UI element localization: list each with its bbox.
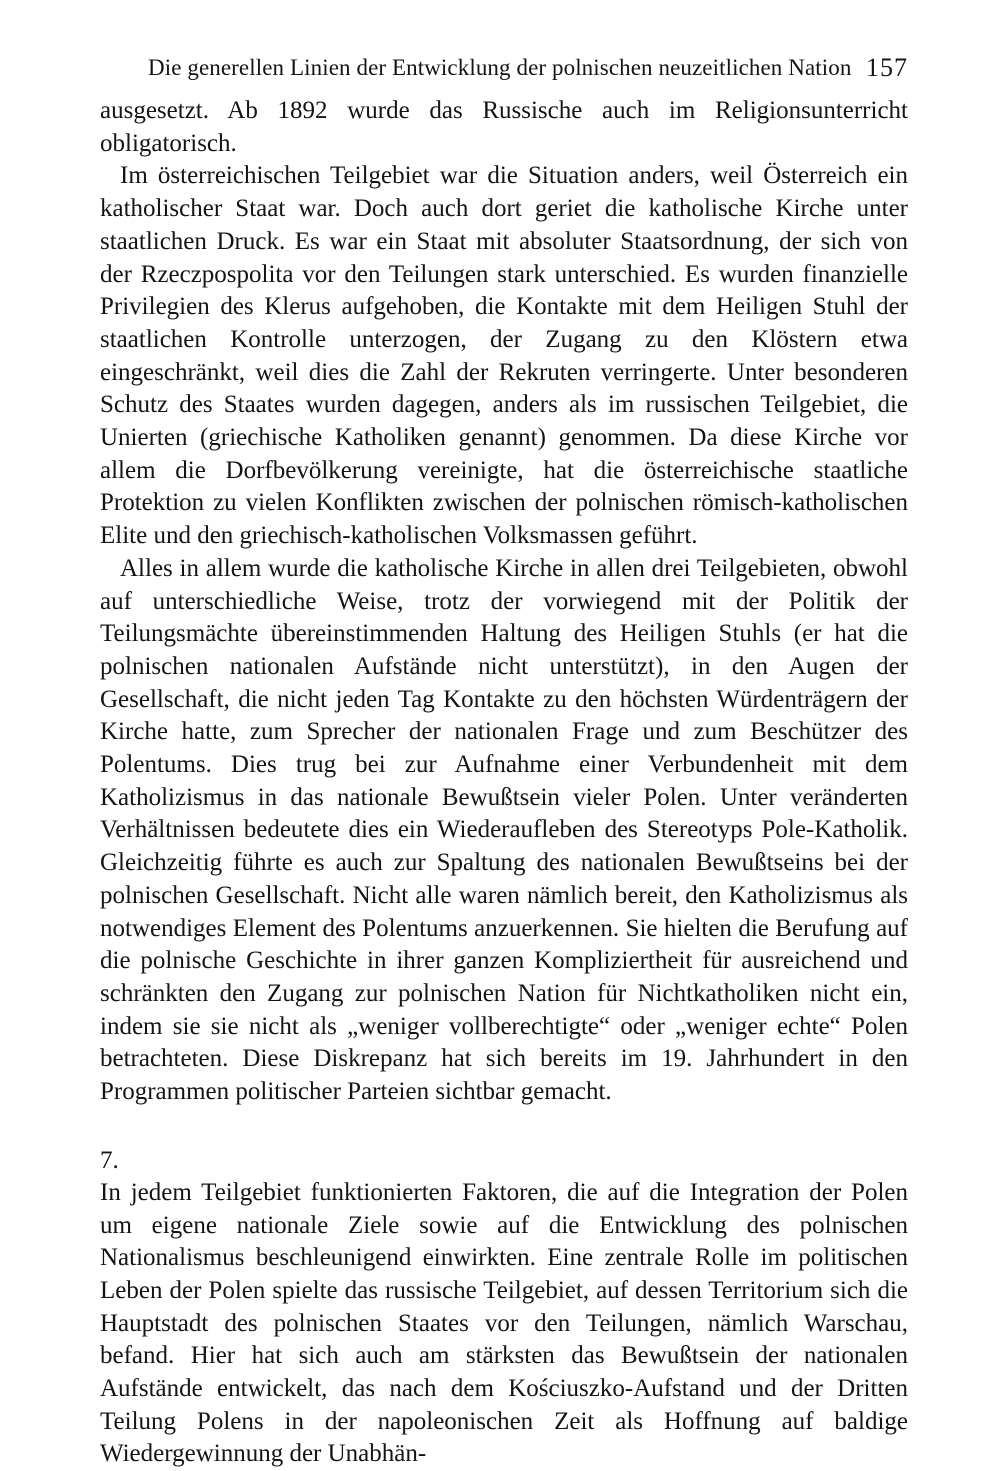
paragraph-catholic-church-summary: Alles in allem wurde die katholische Kirche in allen drei Teilgebieten, obwohl auf unterschiedliche Weise, trotz der vorwiegend mit der Politik der Teilungsmächte übereinstimmenden Haltung des Heiligen Stuhls (er hat die polnischen nationalen Aufstände nicht unterstützt), in den Augen der Gesellschaft, die nicht jeden Tag Kontakte zu den höchsten Würdenträgern der Kirche hatte, zum Sprecher der nationalen Frage und zum Beschützer des Polentums. Dies trug bei zur Aufnahme einer Verbundenheit mit dem Katholizismus in das nationale Bewußtsein vieler Polen. Unter veränderten Verhältnissen bedeutete dies ein Wiederaufleben des Stereotyps Pole-Katholik. Gleichzeitig führte es auch zur Spaltung des nationalen Bewußtseins bei der polnischen Gesellschaft. Nicht alle waren nämlich bereit, den Katholizismus als notwendiges Element des Polentums anzuerkennen. Sie hielten die Berufung auf die polnische Geschichte in ihrer ganzen Kompliziertheit für ausreichend und schränkten den Zugang zur polnischen Nation für Nichtkatholiken nicht ein, indem sie sie nicht als „weniger vollberechtigte“ oder „weniger echte“ Polen betrachteten. Diese Diskrepanz hat sich bereits im 19. Jahrhundert in den Programmen politischer Parteien sichtbar gemacht. xyxy=(100,554,908,1106)
section-number: 7. xyxy=(100,1146,119,1174)
page-number: 157 xyxy=(866,53,908,82)
paragraph-continuation: ausgesetzt. Ab 1892 wurde das Russische auch im Religionsunterricht obligatorisch. xyxy=(100,97,908,157)
paragraph-austrian-partition: Im österreichischen Teilgebiet war die Situation anders, weil Österreich ein katholischer Staat war. Doch auch dort geriet die katholische Kirche unter staatlichen Druck. Es war ein Staat mit absoluter Staatsordnung, der sich von der Rzeczpospolita vor den Teilungen stark unterschied. Es wurden finanzielle Privilegien des Klerus aufgehoben, die Kontakte mit dem Heiligen Stuhl der staatlichen Kontrolle unterzogen, der Zugang zu den Klöstern etwa eingeschränkt, weil dies die Zahl der Rekruten verringerte. Unter besonderen Schutz des Staates wurden dagegen, anders als im russischen Teilgebiet, die Unierten (griechische Katholiken genannt) genommen. Da diese Kirche vor allem die Dorfbevölkerung vereinigte, hat die österreichische staatliche Protektion zu vielen Konflikten zwischen der polnischen römisch-katholischen Elite und den griechisch-katholischen Volksmassen geführt. xyxy=(100,162,908,550)
running-header xyxy=(148,48,908,88)
body-text xyxy=(100,95,908,1471)
paragraph-section-seven: In jedem Teilgebiet funktionierten Faktoren, die auf die Integration der Polen um eigene nationale Ziele sowie auf die Entwicklung des polnischen Nationalismus beschleunigend einwirkten. Eine zentrale Rolle im politischen Leben der Polen spielte das russische Teilgebiet, auf dessen Territorium sich die Hauptstadt des polnischen Staates vor den Teilungen, nämlich Warschau, befand. Hier hat sich auch am stärksten das Bewußtsein der nationalen Aufstände entwickelt, das nach dem Kościuszko-Aufstand und der Dritten Teilung Polens in der napoleonischen Zeit als Hoffnung auf baldige Wiedergewinnung der Unabhän- xyxy=(100,1178,908,1468)
running-title: Die generellen Linien der Entwicklung der polnischen neuzeitlichen Nation xyxy=(148,55,852,80)
